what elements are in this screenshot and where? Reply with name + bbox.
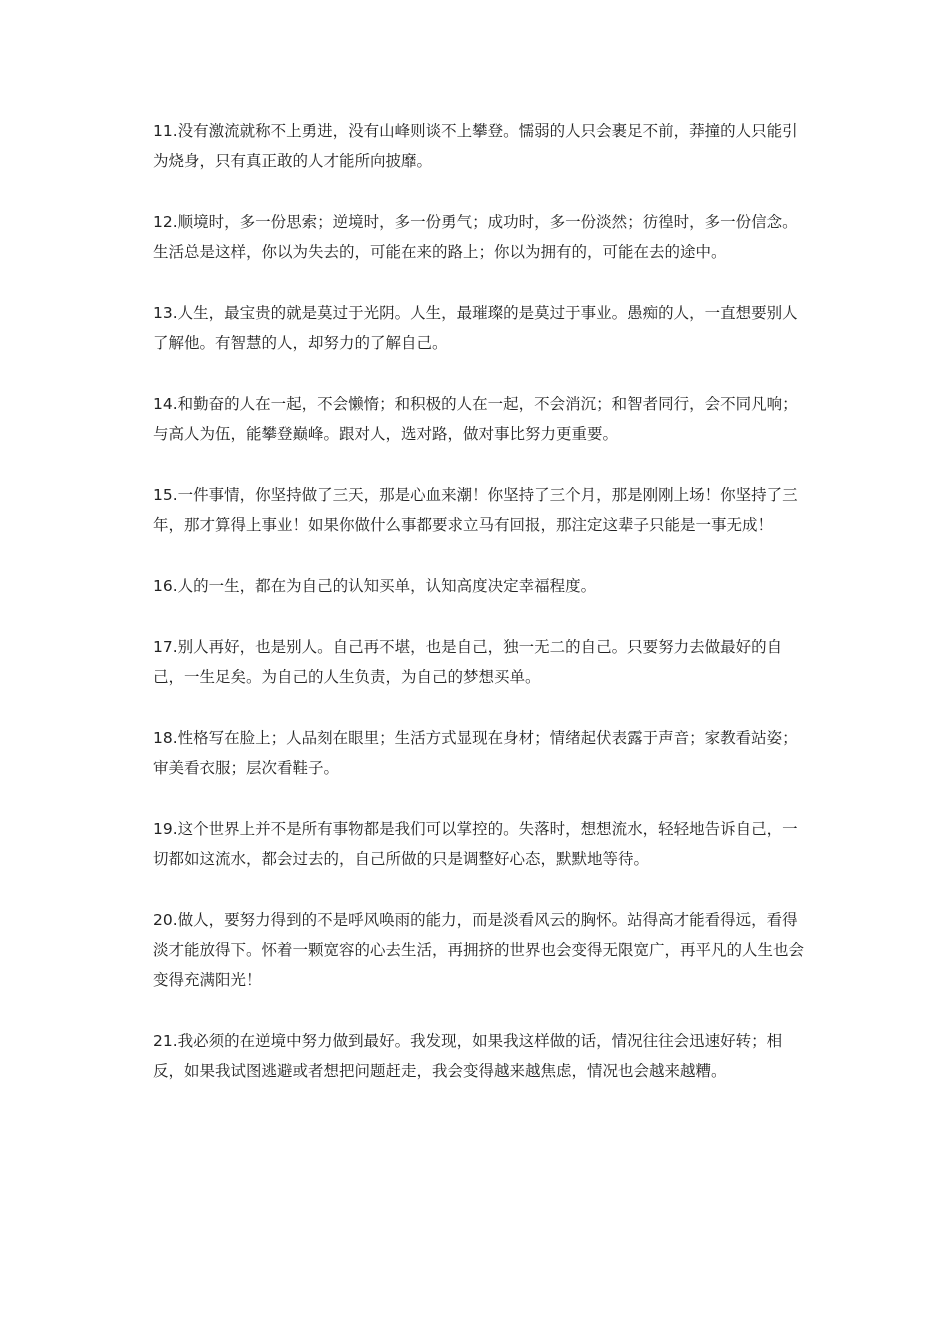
paragraph-19: 19.这个世界上并不是所有事物都是我们可以掌控的。失落时，想想流水，轻轻地告诉自己，一切都如这流水，都会过去的，自己所做的只是调整好心态，默默地等待。	[153, 820, 798, 868]
paragraph-17: 17.别人再好，也是别人。自己再不堪，也是自己，独一无二的自己。只要努力去做最好的自己，一生足矣。为自己的人生负责，为自己的梦想买单。	[153, 638, 783, 686]
paragraph-21: 21.我必须的在逆境中努力做到最好。我发现，如果我这样做的话，情况往往会迅速好转；相反，如果我试图逃避或者想把问题赶走，我会变得越来越焦虑，情况也会越来越糟。	[153, 1032, 783, 1080]
paragraph-13: 13.人生，最宝贵的就是莫过于光阴。人生，最璀璨的是莫过于事业。愚痴的人，一直想要别人了解他。有智慧的人，却努力的了解自己。	[153, 304, 798, 352]
paragraph-18: 18.性格写在脸上；人品刻在眼里；生活方式显现在身材；情绪起伏表露于声音；家教看站姿；审美看衣服；层次看鞋子。	[153, 729, 798, 777]
paragraph-20: 20.做人，要努力得到的不是呼风唤雨的能力，而是淡看风云的胸怀。站得高才能看得远，看得淡才能放得下。怀着一颗宽容的心去生活，再拥挤的世界也会变得无限宽广，再平凡的人生也会变得充满阳光！	[153, 911, 805, 989]
paragraph-15: 15.一件事情，你坚持做了三天，那是心血来潮！你坚持了三个月，那是刚刚上场！你坚持了三年，那才算得上事业！如果你做什么事都要求立马有回报，那注定这辈子只能是一事无成！	[153, 486, 798, 534]
paragraph-14: 14.和勤奋的人在一起，不会懒惰；和积极的人在一起，不会消沉；和智者同行，会不同凡响；与高人为伍，能攀登巅峰。跟对人，选对路，做对事比努力更重要。	[153, 395, 798, 443]
paragraph-11: 11.没有激流就称不上勇进，没有山峰则谈不上攀登。懦弱的人只会裹足不前，莽撞的人只能引为烧身，只有真正敢的人才能所向披靡。	[153, 122, 798, 170]
document-page	[153, 116, 805, 1117]
paragraph-16: 16.人的一生，都在为自己的认知买单，认知高度决定幸福程度。	[153, 577, 597, 595]
paragraph-12: 12.顺境时，多一份思索；逆境时，多一份勇气；成功时，多一份淡然；彷徨时，多一份信念。生活总是这样，你以为失去的，可能在来的路上；你以为拥有的，可能在去的途中。	[153, 213, 798, 261]
